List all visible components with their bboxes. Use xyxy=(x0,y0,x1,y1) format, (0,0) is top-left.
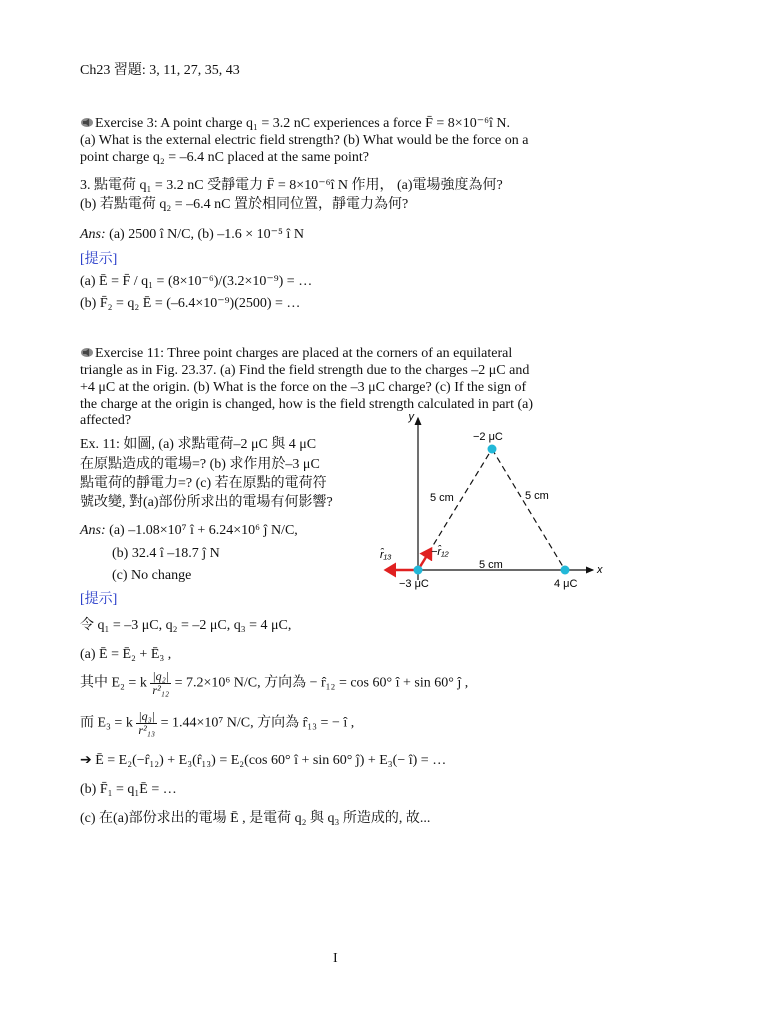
ex3-answer xyxy=(80,226,304,243)
ex3-ans-text: (a) 2500 î N/C, (b) –1.6 × 10⁻⁵ î N xyxy=(109,227,304,242)
top-charge-label: −2 μC xyxy=(473,431,503,443)
e3-prefix: 而 E₃ = k xyxy=(80,715,133,731)
base-label: 5 cm xyxy=(479,559,503,571)
triangle-charge-figure xyxy=(375,410,615,595)
ex11-combine-line xyxy=(80,752,446,769)
right-charge-label: 4 μC xyxy=(554,578,578,590)
ex3-zh-line2: (b) 若點電荷 q₂ = –6.4 nC 置於相同位置，靜電力為何? xyxy=(80,197,409,212)
e2-denominator: r²₁₂ xyxy=(152,683,170,697)
charge-top xyxy=(488,445,497,454)
ex3-line3: point charge q₂ = –6.4 nC placed at the same point? xyxy=(80,150,369,165)
left-side-label: 5 cm xyxy=(430,492,454,504)
e2-prefix: 其中 E₂ = k xyxy=(80,675,147,691)
e3-numerator: |q₃| xyxy=(138,709,156,723)
charge-origin xyxy=(414,566,423,575)
ex11-line5: affected? xyxy=(80,413,132,428)
e3-denominator: r²₁₃ xyxy=(138,723,156,737)
right-side-label: 5 cm xyxy=(525,490,549,502)
ex3-line1 xyxy=(80,115,510,132)
ex11-zh-line4: 號改變, 對(a)部份所求出的電場有何影響? xyxy=(80,495,333,510)
speaker-icon[interactable] xyxy=(80,347,94,358)
ex11-hint-label: [提示] xyxy=(80,592,118,607)
origin-charge-label: −3 μC xyxy=(399,578,429,590)
page-header: Ch23 習題: 3, 11, 27, 35, 43 xyxy=(80,63,240,78)
triangle-right-side xyxy=(492,449,565,570)
right-arrow-icon: ➔ xyxy=(80,752,92,768)
ex11-let: 令 q₁ = –3 μC, q₂ = –2 μC, q₃ = 4 μC, xyxy=(80,618,292,633)
ex11-line4: the charge at the origin is changed, how is the field strength calculated in part (a) xyxy=(80,397,534,412)
ex11-zh-line2: 在原點造成的電場=? (b) 求作用於–3 μC xyxy=(80,457,320,472)
ex11-answer-c: (c) No change xyxy=(112,568,192,583)
ex3-line2: (a) What is the external electric field strength? (b) What would be the force on a xyxy=(80,133,529,148)
ex11-ans-label: Ans: xyxy=(80,523,106,538)
ex11-e3-line xyxy=(80,710,354,737)
r13-label: r̂₁₃ xyxy=(380,549,392,561)
r12-label: −r̂₁₂ xyxy=(431,546,449,558)
ex11-line3: +4 μC at the origin. (b) What is the force on the –3 μC charge? (c) If the sign of xyxy=(80,380,527,395)
x-axis-label: x xyxy=(597,564,603,576)
y-axis-label: y xyxy=(408,411,414,423)
e3-rest: = 1.44×10⁷ N/C, 方向為 r̂₁₃ = − î , xyxy=(160,715,355,731)
ex3-ans-label: Ans: xyxy=(80,227,106,242)
ex3-zh-line1: 3. 點電荷 q₁ = 3.2 nC 受靜電力 F̄ = 8×10⁻⁶î N 作用， (a)電場強度為何? xyxy=(80,178,503,193)
ex11-question-text: Exercise 11: Three point charges are placed at the corners of an equilateral xyxy=(95,346,513,361)
ex11-zh-line1: Ex. 11: 如圖, (a) 求點電荷–2 μC 與 4 μC xyxy=(80,437,317,452)
ex3-question-text: Exercise 3: A point charge q₁ = 3.2 nC experiences a force F̄ = 8×10⁻⁶î N. xyxy=(95,116,510,131)
ex11-answer-b: (b) 32.4 î –18.7 ĵ N xyxy=(112,546,220,561)
ex3-hint-label: [提示] xyxy=(80,252,118,267)
charge-right xyxy=(561,566,570,575)
page-number: I xyxy=(333,951,338,966)
e2-rest: = 7.2×10⁶ N/C, 方向為 − r̂₁₂ = cos 60° î + sin 60° ĵ , xyxy=(174,675,469,691)
ex11-part-a: (a) Ē = Ē₂ + Ē₃ , xyxy=(80,647,172,662)
ex11-line2: triangle as in Fig. 23.37. (a) Find the field strength due to the charges –2 μC and xyxy=(80,363,530,378)
ex11-ans-a-text: (a) –1.08×10⁷ î + 6.24×10⁶ ĵ N/C, xyxy=(109,523,298,538)
e2-numerator: |q₂| xyxy=(152,669,170,683)
ex11-zh-line3: 點電荷的靜電力=? (c) 若在原點的電荷符 xyxy=(80,476,327,491)
ex11-line1 xyxy=(80,345,512,362)
ex3-hint-b: (b) F̄₂ = q₂ Ē = (–6.4×10⁻⁹)(2500) = … xyxy=(80,296,301,311)
ex11-part-c: (c) 在(a)部份求出的電場 Ē , 是電荷 q₂ 與 q₃ 所造成的, 故... xyxy=(80,811,431,826)
speaker-icon[interactable] xyxy=(80,117,94,128)
ex11-part-b: (b) F̄₁ = q₁Ē = … xyxy=(80,782,177,797)
ex11-e2-line xyxy=(80,670,468,697)
ex3-hint-a: (a) Ē = F̄ / q₁ = (8×10⁻⁶)/(3.2×10⁻⁹) = … xyxy=(80,274,313,289)
e2-fraction xyxy=(150,670,171,697)
e3-fraction xyxy=(136,710,157,737)
ex11-answer-a xyxy=(80,522,298,539)
combine-text: Ē = E₂(−r̂₁₂) + E₃(r̂₁₃) = E₂(cos 60° î + sin 60° ĵ) + E₃(− î) = … xyxy=(95,753,447,768)
